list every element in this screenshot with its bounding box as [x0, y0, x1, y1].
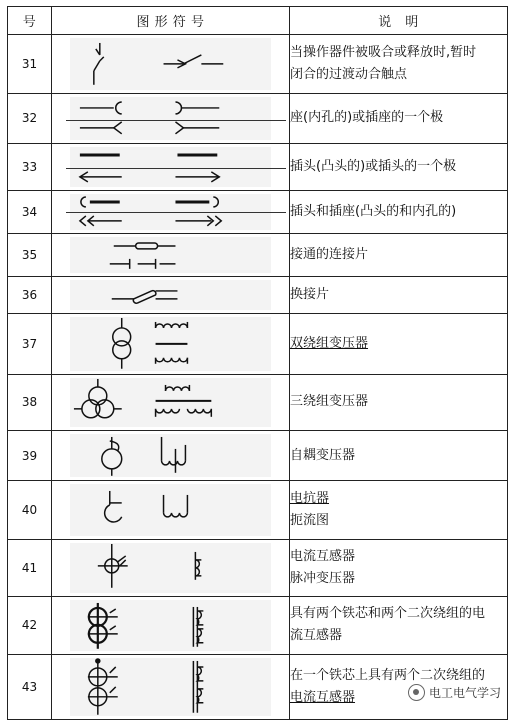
wechat-logo-icon [408, 684, 425, 701]
watermark-text: 电工电气学习 [428, 686, 501, 700]
row-number: 32 [8, 93, 52, 143]
row-description: 接通的连接片 [290, 234, 508, 277]
symbol-cell [52, 655, 290, 720]
symbol-table [7, 6, 508, 720]
row-description: 自耦变压器 [290, 431, 508, 481]
row-number: 38 [8, 374, 52, 431]
watermark [404, 684, 505, 701]
table-row [8, 596, 508, 655]
row-number: 39 [8, 431, 52, 481]
row-description: 电抗器 扼流图 [290, 481, 508, 540]
row-number: 41 [8, 539, 52, 596]
table-row [8, 276, 508, 313]
row-number: 36 [8, 276, 52, 313]
two-core-current-transformer-symbol [52, 597, 289, 655]
header-desc: 说 明 [290, 7, 508, 35]
table-row [8, 35, 508, 94]
row-description: 双绕组变压器 [290, 313, 508, 374]
transition-make-contact-symbol [52, 35, 289, 93]
three-winding-transformer-symbol [52, 375, 289, 431]
symbol-cell [52, 143, 290, 191]
row-description: 在一个铁芯上具有两个二次绕组的 电流互感器 [290, 655, 508, 720]
row-description: 插头和插座(凸头的和内孔的) [290, 191, 508, 234]
row-number: 35 [8, 234, 52, 277]
leader-line-row-34 [66, 212, 286, 213]
symbol-cell [52, 539, 290, 596]
header-num: 号 [8, 7, 52, 35]
row-description: 插头(凸头的)或插头的一个极 [290, 143, 508, 191]
table-row [8, 313, 508, 374]
change-over-link-symbol [52, 277, 289, 313]
socket-pole-symbol [52, 94, 289, 143]
table-row [8, 143, 508, 191]
table-row [8, 234, 508, 277]
two-winding-transformer-symbol [52, 314, 289, 374]
symbol-cell [52, 596, 290, 655]
plug-pole-symbol [52, 144, 289, 191]
table-row [8, 374, 508, 431]
row-number: 33 [8, 143, 52, 191]
symbol-cell [52, 481, 290, 540]
row-number: 42 [8, 596, 52, 655]
row-number: 40 [8, 481, 52, 540]
autotransformer-symbol [52, 431, 289, 480]
row-number: 37 [8, 313, 52, 374]
row-number: 31 [8, 35, 52, 94]
row-description: 换接片 [290, 276, 508, 313]
symbol-cell [52, 431, 290, 481]
row-description: 具有两个铁芯和两个二次绕组的电 流互感器 [290, 596, 508, 655]
symbol-cell [52, 276, 290, 313]
header-symbol: 图 形 符 号 [52, 7, 290, 35]
row-number: 34 [8, 191, 52, 234]
two-secondary-current-transformer-symbol [52, 655, 289, 719]
leader-line-row-33 [66, 168, 286, 169]
symbol-cell [52, 234, 290, 277]
symbol-cell [52, 93, 290, 143]
table-header-row [8, 7, 508, 35]
table-row [8, 93, 508, 143]
reactor-symbol [52, 481, 289, 539]
table-row [8, 431, 508, 481]
leader-line-row-32 [66, 120, 286, 121]
row-description: 三绕组变压器 [290, 374, 508, 431]
row-description: 座(内孔的)或插座的一个极 [290, 93, 508, 143]
symbol-cell [52, 313, 290, 374]
current-transformer-symbol [52, 540, 289, 596]
connecting-link-symbol [52, 234, 289, 276]
table-row [8, 481, 508, 540]
table-row [8, 539, 508, 596]
symbol-cell [52, 35, 290, 94]
row-description: 电流互感器 脉冲变压器 [290, 539, 508, 596]
row-number: 43 [8, 655, 52, 720]
row-description: 当操作器件被吸合或释放时,暂时 闭合的过渡动合触点 [290, 35, 508, 94]
symbol-cell [52, 374, 290, 431]
